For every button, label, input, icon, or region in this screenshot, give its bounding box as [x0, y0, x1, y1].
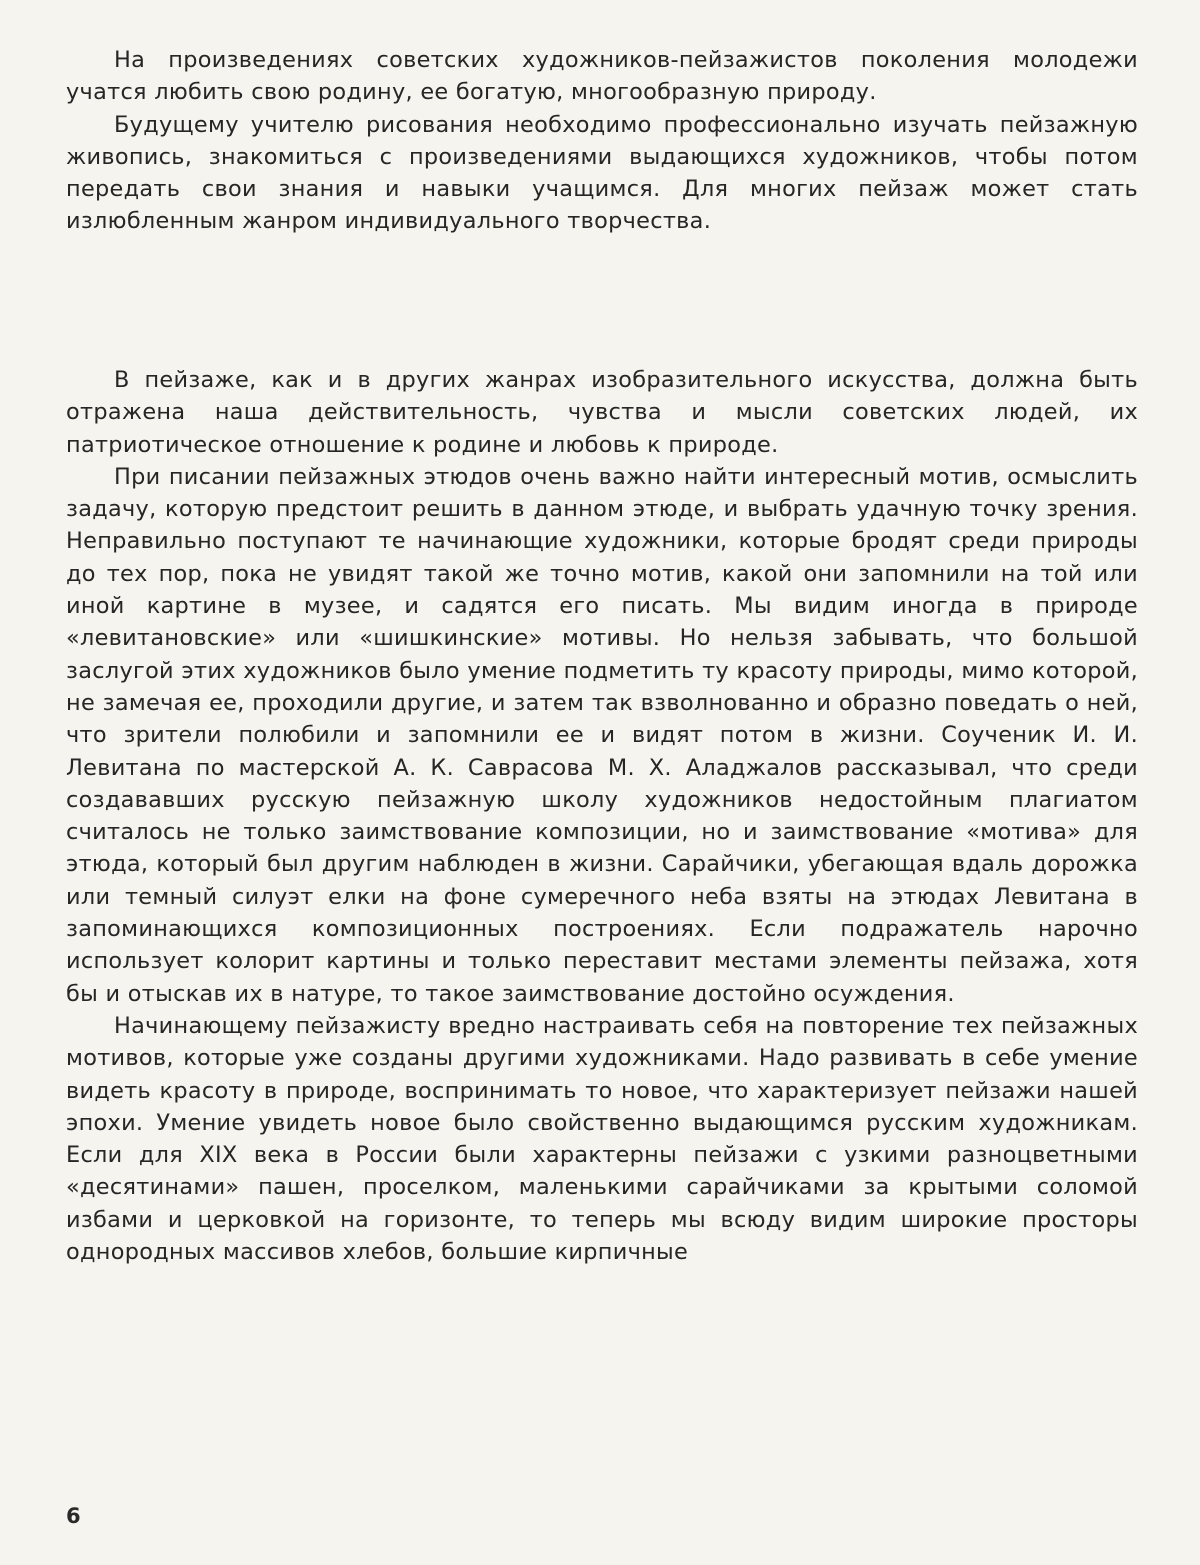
- paragraph: Будущему учителю рисования необходимо профессионально изучать пейзажную живопись, знакомиться с произведениями выдающихся художников, чтобы потом передать свои знания и навыки учащимся. Для многих пейзаж может стать излюбленным жанром индивидуального творчества.: [66, 109, 1138, 238]
- paragraph: Начинающему пейзажисту вредно настраивать себя на повторение тех пейзажных мотивов, которые уже созданы другими художниками. Надо развивать в себе умение видеть красоту в природе, воспринимать то новое, что характеризует пейзажи нашей эпохи. Умение увидеть новое было свойственно выдающимся русским художникам. Если для XIX века в России были характерны пейзажи с узкими разноцветными «десятинами» пашен, проселком, маленькими сарайчиками за крытыми соломой избами и церковкой на горизонте, то теперь мы всюду видим широкие просторы однородных массивов хлебов, большие кирпичные: [66, 1010, 1138, 1268]
- paragraph: На произведениях советских художников-пейзажистов поколения молодежи учатся любить свою родину, ее богатую, многообразную природу.: [66, 44, 1138, 109]
- book-page: [0, 0, 1200, 1565]
- page-number: 6: [66, 1504, 81, 1528]
- text-block-top: [66, 44, 1138, 238]
- paragraph: При писании пейзажных этюдов очень важно найти интересный мотив, осмыслить задачу, которую предстоит решить в данном этюде, и выбрать удачную точку зрения. Неправильно поступают те начинающие художники, которые бродят среди природы до тех пор, пока не увидят такой же точно мотив, какой они запомнили на той или иной картине в музее, и садятся его писать. Мы видим иногда в природе «левитановские» или «шишкинские» мотивы. Но нельзя забывать, что большой заслугой этих художников было умение подметить ту красоту природы, мимо которой, не замечая ее, проходили другие, и затем так взволнованно и образно поведать о ней, что зрители полюбили и запомнили ее и видят потом в жизни. Соученик И. И. Левитана по мастерской А. К. Саврасова М. Х. Аладжалов рассказывал, что среди создававших русскую пейзажную школу художников недостойным плагиатом считалось не только заимствование композиции, но и заимствование «мотива» для этюда, который был другим наблюден в жизни. Сарайчики, убегающая вдаль дорожка или темный силуэт елки на фоне сумеречного неба взяты на этюдах Левитана в запоминающихся композиционных построениях. Если подражатель нарочно использует колорит картины и только переставит местами элементы пейзажа, хотя бы и отыскав их в натуре, то такое заимствование достойно осуждения.: [66, 461, 1138, 1010]
- text-block-main: [66, 364, 1138, 1268]
- paragraph: В пейзаже, как и в других жанрах изобразительного искусства, должна быть отражена наша действительность, чувства и мысли советских людей, их патриотическое отношение к родине и любовь к природе.: [66, 364, 1138, 461]
